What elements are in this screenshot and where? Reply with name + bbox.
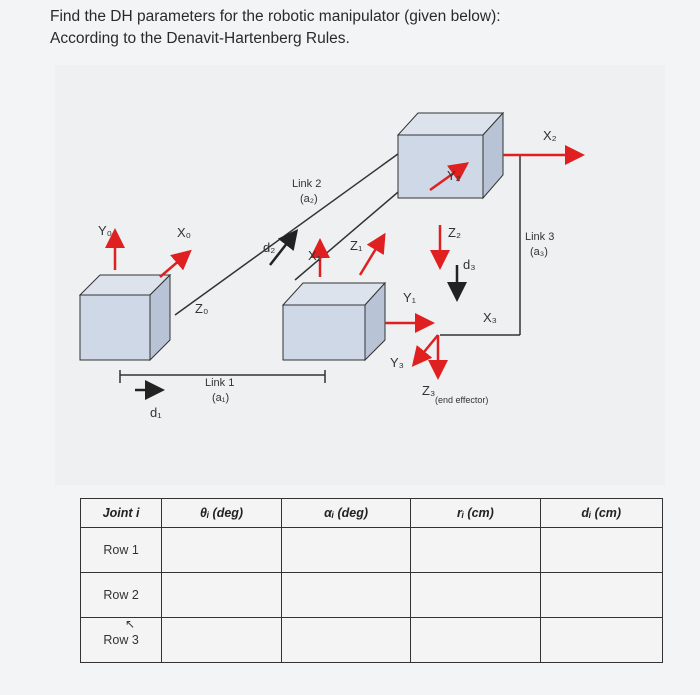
x3-label: X₃ (483, 310, 497, 325)
x0-arrow (160, 253, 188, 277)
d2-label: d₂ (263, 240, 276, 255)
question-text (50, 6, 501, 50)
link1-label: Link 1 (205, 377, 235, 389)
z3-label: Z₃ (422, 383, 436, 398)
z1-arrow (360, 237, 383, 275)
link3-param: (a₃) (530, 246, 548, 258)
table-header-row (81, 499, 663, 528)
table-cell[interactable] (411, 528, 540, 573)
table-cell[interactable] (411, 573, 540, 618)
link1-param: (a₁) (212, 392, 230, 404)
x1-label: X₁ (308, 248, 322, 263)
table-cell[interactable] (540, 573, 663, 618)
joint1-box (283, 283, 385, 360)
d1-label: d₁ (150, 405, 162, 420)
table-row (81, 573, 663, 618)
question-line-2: According to the Denavit-Hartenberg Rules. (50, 30, 350, 47)
table-cell[interactable] (162, 528, 282, 573)
table-cell[interactable] (281, 618, 410, 663)
header-joint: Joint i (81, 499, 162, 528)
link2-label: Link 2 (292, 178, 322, 190)
header-d: dᵢ (cm) (540, 499, 663, 528)
y0-label: Y₀ (98, 223, 113, 238)
row-label: Row 1 (81, 528, 162, 573)
robot-diagram (55, 65, 665, 485)
base-box (80, 275, 170, 360)
x0-label: X₀ (177, 225, 192, 240)
table-row (81, 618, 663, 663)
end-effector-label: (end effector) (435, 395, 489, 405)
header-alpha: αᵢ (deg) (281, 499, 410, 528)
y3-arrow (415, 335, 438, 363)
table-row (81, 528, 663, 573)
x2-label: X₂ (543, 128, 557, 143)
table-cell[interactable] (162, 618, 282, 663)
header-theta: θᵢ (deg) (162, 499, 282, 528)
table-cell[interactable] (540, 618, 663, 663)
joint2-box (398, 113, 503, 198)
table-cell[interactable] (540, 528, 663, 573)
table-cell[interactable] (162, 573, 282, 618)
y3-label: Y₃ (390, 355, 404, 370)
table-cell[interactable] (411, 618, 540, 663)
row-label: Row 3 (81, 618, 162, 663)
table-cell[interactable] (281, 528, 410, 573)
link2-param: (a₂) (300, 193, 318, 205)
z0-label: Z₀ (195, 301, 209, 316)
mouse-cursor-icon: ↖ (125, 617, 136, 631)
z2-label: Z₂ (448, 225, 461, 240)
diagram-svg (55, 65, 665, 485)
question-line-1: Find the DH parameters for the robotic manipulator (given below): (50, 8, 501, 25)
z1-label: Z₁ (350, 238, 363, 253)
y2-label: Y₂ (447, 168, 461, 183)
table-cell[interactable] (281, 573, 410, 618)
link3-label: Link 3 (525, 231, 555, 243)
y1-label: Y₁ (403, 290, 417, 305)
header-r: rᵢ (cm) (411, 499, 540, 528)
dh-parameter-table (80, 498, 663, 663)
row-label: Row 2 (81, 573, 162, 618)
d3-label: d₃ (463, 257, 476, 272)
